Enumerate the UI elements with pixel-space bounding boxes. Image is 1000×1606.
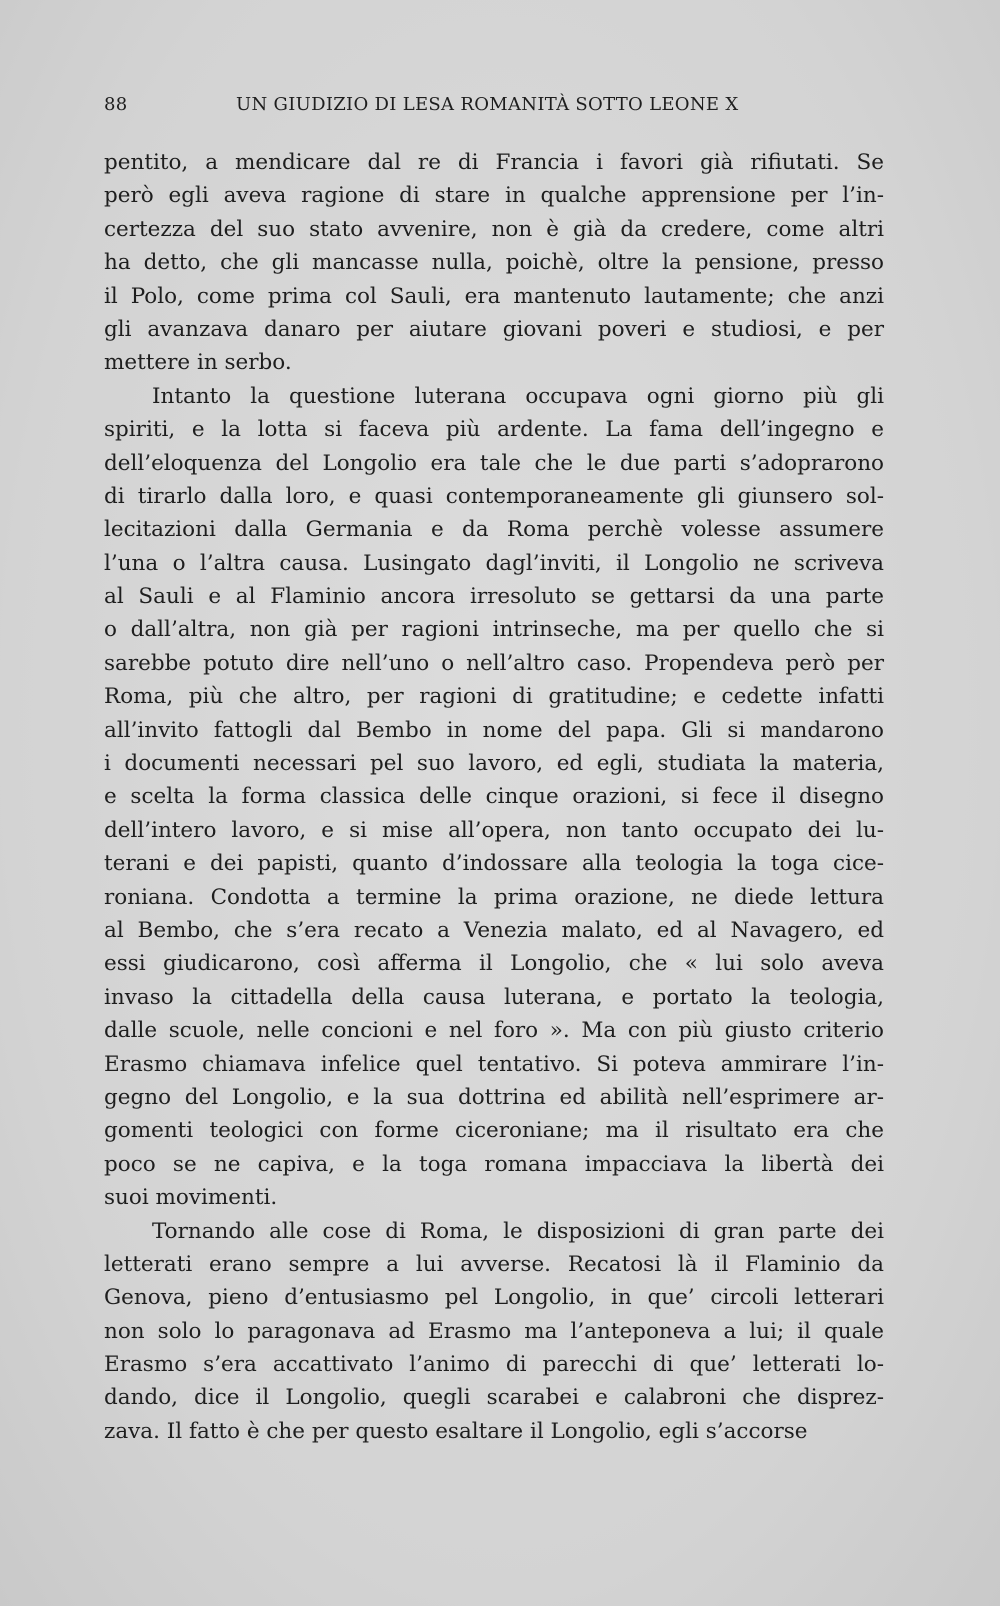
text-line: di tirarlo dalla loro, e quasi contemporaneamente gli giunsero sol- — [104, 483, 884, 509]
paragraph — [104, 146, 884, 380]
text-line: l’una o l’altra causa. Lusingato dagl’inviti, il Longolio ne scriveva — [104, 550, 884, 576]
text-line: certezza del suo stato avvenire, non è già da credere, come altri — [104, 216, 884, 242]
text-line: i documenti necessari pel suo lavoro, ed egli, studiata la materia, — [104, 751, 884, 777]
text-line: e scelta la forma classica delle cinque orazioni, si fece il disegno — [104, 784, 884, 810]
text-line: mettere in serbo. — [104, 350, 292, 376]
text-line: pentito, a mendicare dal re di Francia i favori già rifiutati. Se — [104, 150, 884, 175]
text-line: invaso la cittadella della causa luterana, e portato la teologia, — [104, 984, 884, 1010]
text-line: letterati erano sempre a lui avverse. Recatosi là il Flaminio da — [104, 1251, 884, 1277]
text-line: sarebbe potuto dire nell’uno o nell’altro caso. Propendeva però per — [104, 650, 884, 676]
running-title: UN GIUDIZIO DI LESA ROMANITÀ SOTTO LEONE X — [236, 94, 739, 115]
text-line: Intanto la questione luterana occupava ogni giorno più gli — [152, 383, 884, 409]
text-line: suoi movimenti. — [104, 1185, 278, 1211]
text-line: il Polo, come prima col Sauli, era mantenuto lautamente; che anzi — [104, 283, 884, 309]
text-line: Erasmo chiamava infelice quel tentativo. Si poteva ammirare l’in- — [104, 1051, 884, 1077]
text-line: al Bembo, che s’era recato a Venezia malato, ed al Navagero, ed — [104, 917, 884, 943]
text-line: dalle scuole, nelle concioni e nel foro ». Ma con più giusto criterio — [104, 1018, 884, 1044]
text-line: gli avanzava danaro per aiutare giovani poveri e studiosi, e per — [104, 316, 884, 342]
text-line: Tornando alle cose di Roma, le disposizioni di gran parte dei — [152, 1218, 884, 1244]
text-line: lecitazioni dalla Germania e da Roma perchè volesse assumere — [104, 517, 884, 543]
paragraph — [104, 380, 884, 1215]
paragraph — [104, 1215, 884, 1449]
text-line: dell’eloquenza del Longolio era tale che le due parti s’adoprarono — [104, 450, 884, 476]
text-line: essi giudicarono, così afferma il Longolio, che « lui solo aveva — [104, 951, 884, 977]
body-text — [104, 146, 884, 1448]
text-line: terani e dei papisti, quanto d’indossare alla teologia la toga cice- — [104, 851, 884, 877]
text-line: gegno del Longolio, e la sua dottrina ed abilità nell’esprimere ar- — [104, 1084, 884, 1110]
text-line: o dall’altra, non già per ragioni intrinseche, ma per quello che si — [104, 617, 884, 643]
text-line: non solo lo paragonava ad Erasmo ma l’anteponeva a lui; il quale — [104, 1318, 884, 1344]
text-line: Genova, pieno d’entusiasmo pel Longolio, in que’ circoli letterari — [104, 1285, 884, 1311]
text-line: all’invito fattogli dal Bembo in nome del papa. Gli si mandarono — [104, 717, 884, 743]
text-line: roniana. Condotta a termine la prima orazione, ne diede lettura — [104, 884, 884, 910]
text-line: dando, dice il Longolio, quegli scarabei e calabroni che disprez- — [104, 1385, 884, 1411]
text-line: Roma, più che altro, per ragioni di gratitudine; e cedette infatti — [104, 684, 884, 710]
text-line: spiriti, e la lotta si faceva più ardente. La fama dell’ingegno e — [104, 417, 884, 443]
text-line: poco se ne capiva, e la toga romana impacciava la libertà dei — [104, 1151, 884, 1177]
text-line: ha detto, che gli mancasse nulla, poichè, oltre la pensione, presso — [104, 250, 884, 276]
text-line: però egli aveva ragione di stare in qualche apprensione per l’in- — [104, 183, 884, 209]
text-line: Erasmo s’era accattivato l’animo di parecchi di que’ letterati lo- — [104, 1352, 884, 1378]
text-line: zava. Il fatto è che per questo esaltare il Longolio, egli s’accorse — [104, 1418, 808, 1444]
text-line: gomenti teologici con forme ciceroniane; ma il risultato era che — [104, 1118, 884, 1144]
page-number: 88 — [104, 94, 128, 115]
text-line: dell’intero lavoro, e si mise all’opera, non tanto occupato dei lu- — [104, 817, 884, 843]
text-line: al Sauli e al Flaminio ancora irresoluto se gettarsi da una parte — [104, 584, 884, 610]
